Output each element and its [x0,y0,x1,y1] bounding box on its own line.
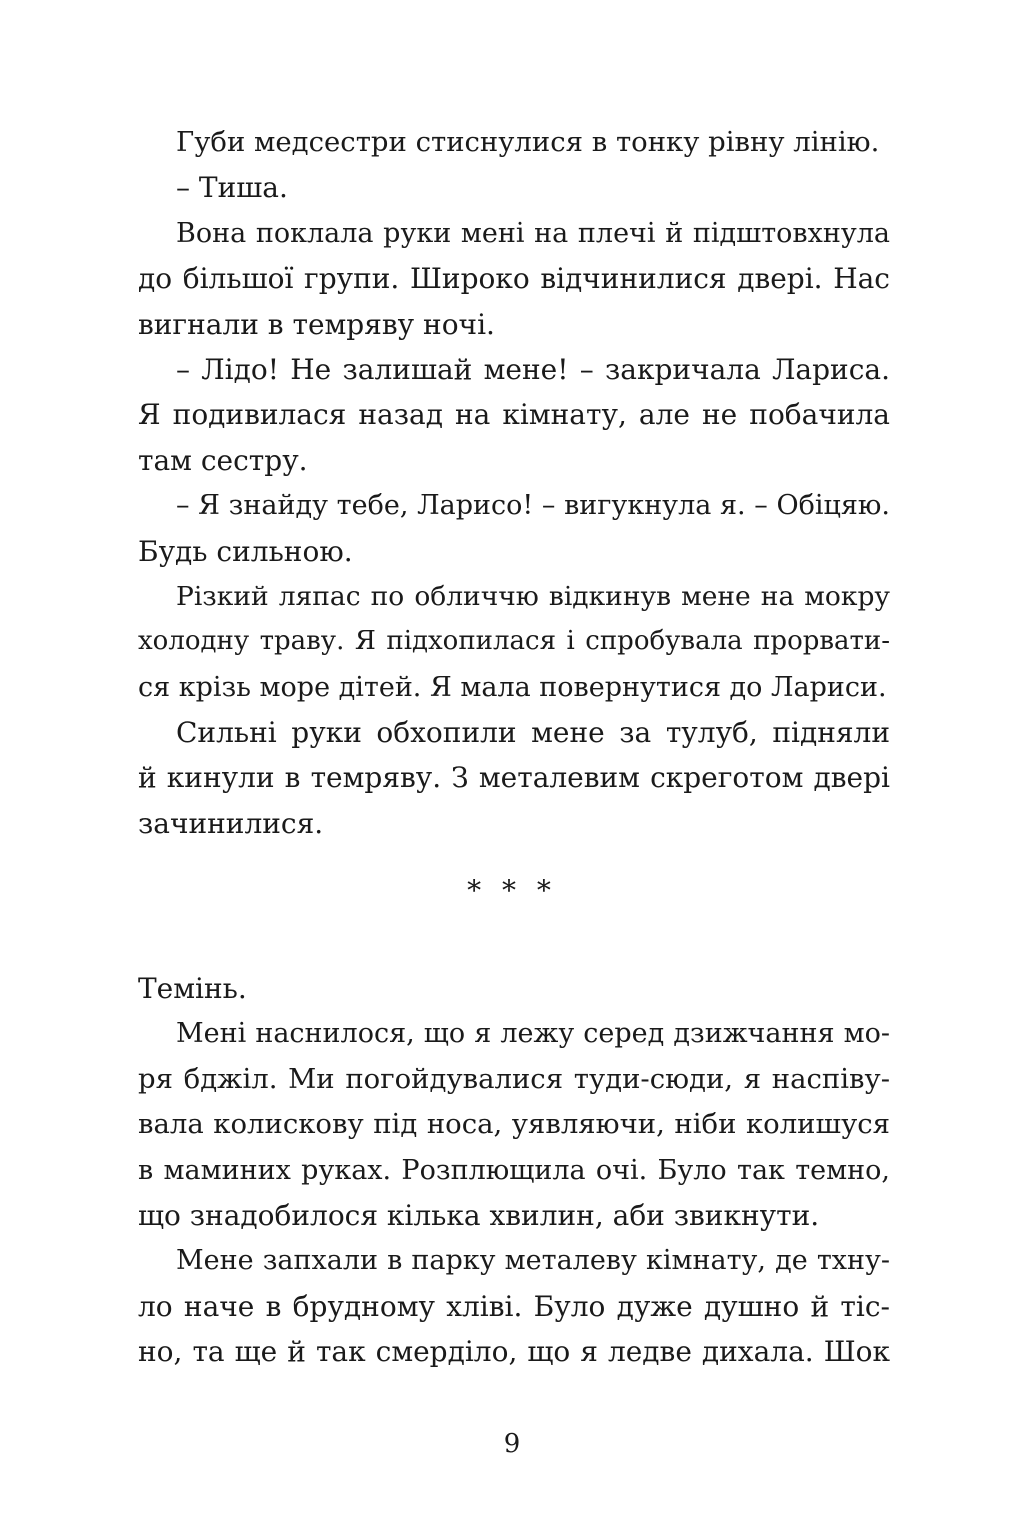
paragraph-line: Губи медсестри стиснулися в тонку рівну лінію. [176,126,880,158]
paragraph-line: там сестру. [138,443,308,477]
paragraph-line: й кинули в темряву. З металевим скреготом двері [138,761,890,795]
paragraph-line: ря бджіл. Ми погойдувалися туди-сюди, я наспіву- [138,1062,890,1095]
paragraph-line: ло наче в брудному хліві. Було дуже душно й тіс- [138,1289,890,1323]
paragraph-line: холодну траву. Я підхопилася і спробувала прорвати- [138,626,890,657]
paragraph-line: Різкий ляпас по обличчю відкинув мене на мокру [176,580,890,612]
text-block-lower [138,966,890,1375]
page-number: 9 [503,1429,521,1459]
paragraph-line: – Лідо! Не залишай мене! – закричала Лариса. [176,352,890,386]
paragraph-line: – Тиша. [176,171,288,205]
text-block-upper [138,120,890,846]
section-separator: * * * [467,874,557,907]
paragraph-line: ся крізь море дітей. Я мала повернутися до Лариси. [138,671,887,703]
paragraph-line: Вона поклала руки мені на плечі й підштовхнула [176,217,890,249]
paragraph-line: Мене запхали в парку металеву кімнату, де тхну- [176,1245,890,1277]
paragraph-line: Темінь. [138,972,247,1005]
paragraph-line: Я подивилася назад на кімнату, але не побачила [138,398,890,432]
paragraph-line: в маминих руках. Розплющила очі. Було так темно, [138,1154,890,1186]
paragraph-line: Будь сильною. [138,534,353,568]
paragraph-line: но, та ще й так смерділо, що я ледве дихала. Шок [138,1335,890,1369]
paragraph-line: що знадобилося кілька хвилин, аби звикнути. [138,1198,820,1232]
paragraph-line: Сильні руки обхопили мене за тулуб, підняли [176,716,890,750]
paragraph-line: до більшої групи. Широко відчинилися двері. Нас [138,262,890,296]
paragraph-line: зачинилися. [138,806,324,840]
paragraph-line: вала колискову під носа, уявляючи, ніби колишуся [138,1108,890,1141]
paragraph-line: – Я знайду тебе, Ларисо! – вигукнула я. – Обіцяю. [176,490,890,522]
paragraph-line: вигнали в темряву ночі. [138,307,495,341]
paragraph-line: Мені наснилося, що я лежу серед дзижчання мо- [176,1018,890,1050]
